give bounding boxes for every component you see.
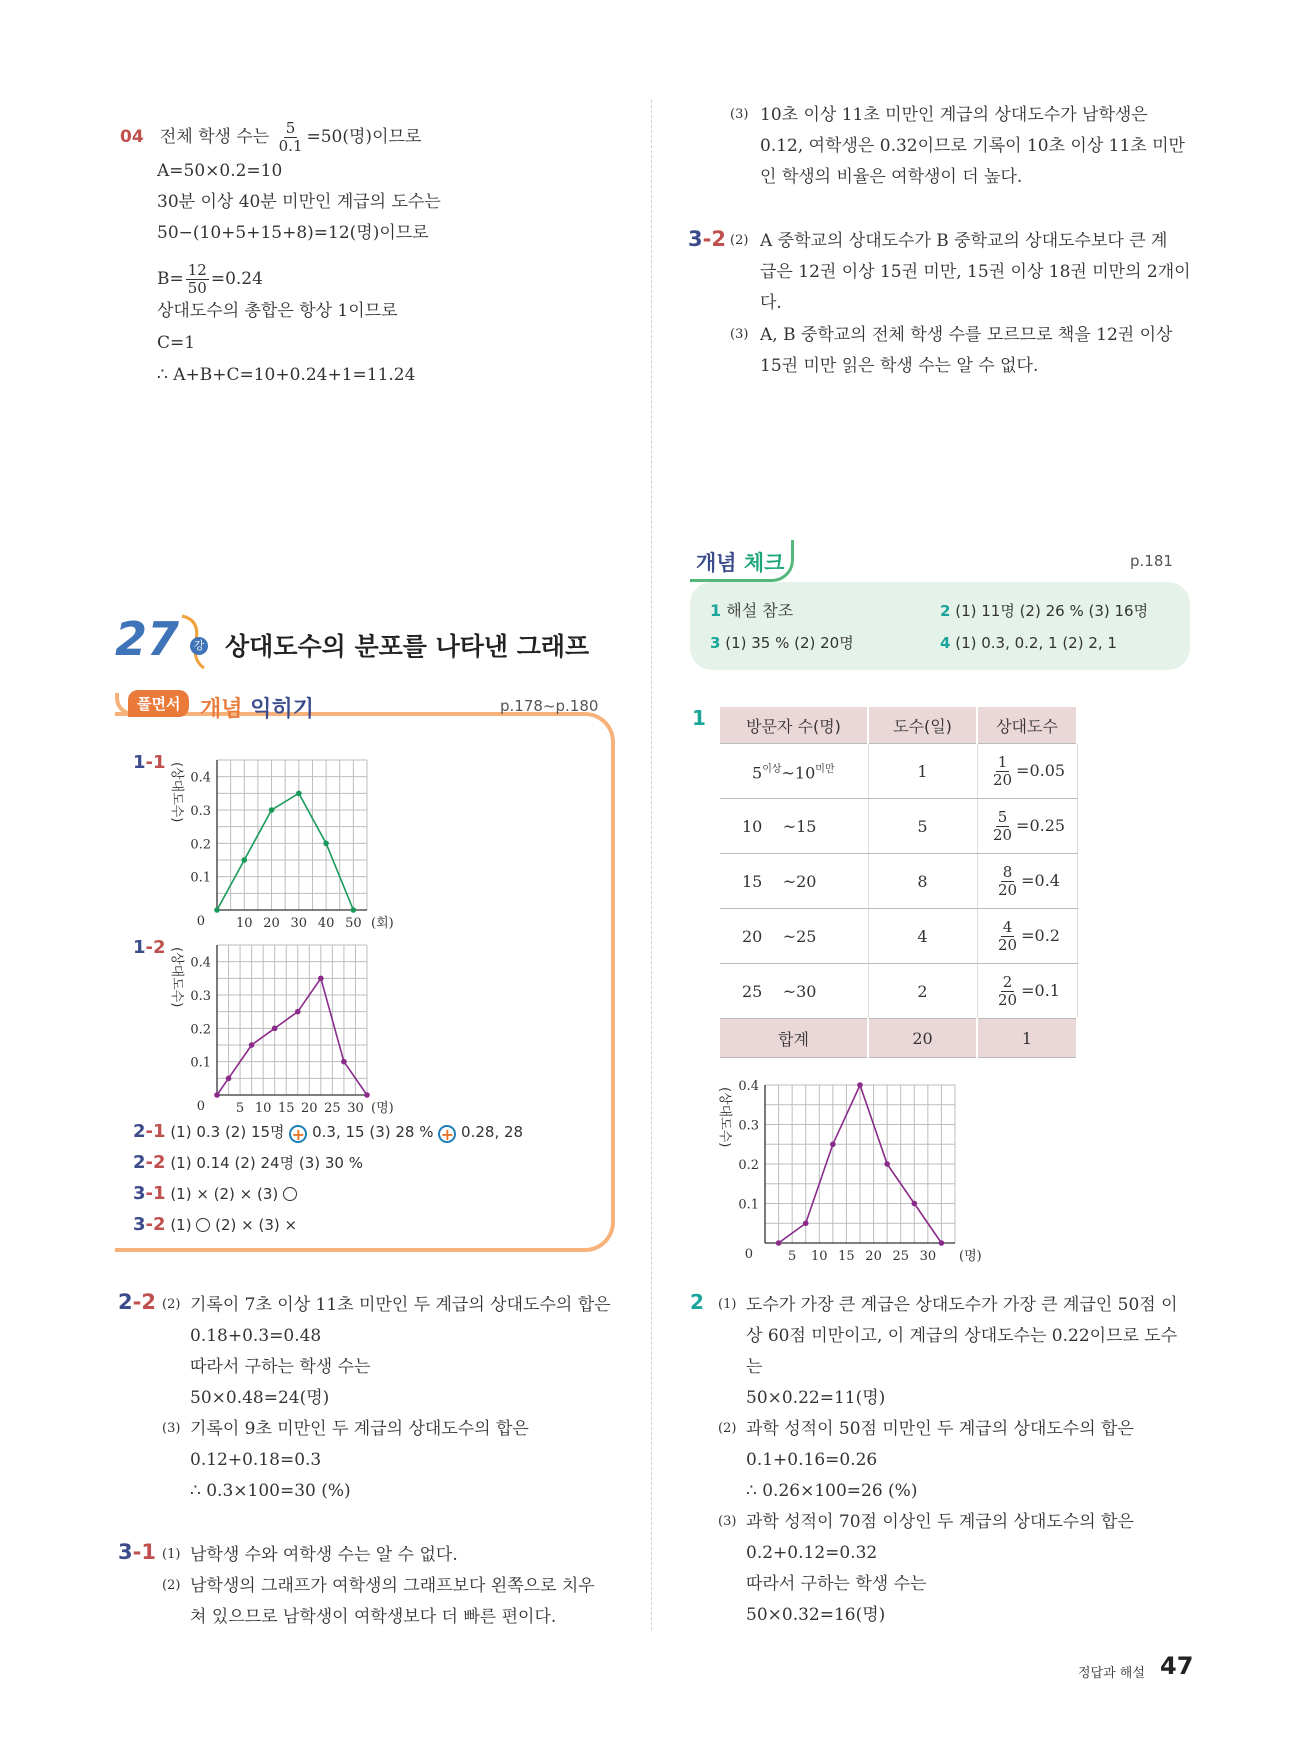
data-point (857, 1082, 863, 1088)
x-tick-label: 5 (235, 1101, 245, 1116)
table-row: 15 ~20 8 $\frac{8}{20}$ =0.4 (720, 854, 1077, 909)
x-tick-label: 10 (235, 916, 253, 931)
problem-number: 04 (120, 127, 144, 147)
circle-mark-icon (196, 1218, 210, 1232)
data-point (884, 1161, 890, 1167)
y-tick-label: 0.3 (190, 989, 211, 1004)
x-tick-label: 15 (838, 1249, 855, 1264)
x-axis-label: (명) (959, 1249, 982, 1264)
data-point (776, 1240, 782, 1246)
y-tick-label: 0.4 (738, 1079, 759, 1094)
origin-label: 0 (196, 1099, 205, 1114)
y-tick-label: 0.1 (738, 1197, 759, 1213)
origin-label: 0 (744, 1247, 753, 1262)
data-point (911, 1201, 917, 1207)
data-point (249, 1042, 255, 1048)
col-header: 방문자 수(명) (720, 707, 868, 744)
y-tick-label: 0.4 (190, 955, 211, 971)
col-header: 상대도수 (977, 707, 1077, 744)
data-point (803, 1220, 809, 1226)
x-tick-label: 25 (892, 1249, 909, 1264)
x-tick-label: 5 (788, 1249, 797, 1264)
x-tick-label: 15 (277, 1101, 295, 1116)
text: C=1 (157, 333, 196, 353)
x-axis-label: (회) (371, 916, 394, 931)
lesson-number: 27 (115, 612, 180, 666)
x-tick-label: 20 (865, 1249, 882, 1264)
data-point (318, 976, 324, 982)
x-tick-label: 20 (301, 1101, 318, 1116)
data-point (214, 907, 220, 913)
data-point (341, 1059, 347, 1065)
x-tick-label: 20 (263, 916, 280, 931)
fraction: $\frac{12}{50}$ (187, 261, 207, 297)
frequency-table (720, 707, 1078, 1058)
text: 50−(10+5+15+8)=12(명)이므로 (157, 223, 429, 243)
y-tick-label: 0.2 (190, 837, 211, 853)
text: 30분 이상 40분 미만인 계급의 도수는 (157, 192, 441, 212)
x-axis-label: (명) (371, 1101, 394, 1116)
origin-label: 0 (196, 914, 205, 929)
lesson-title: 상대도수의 분포를 나타낸 그래프 (225, 632, 590, 661)
text: 상대도수의 총합은 항상 1이므로 (157, 301, 398, 321)
data-point (272, 1026, 278, 1032)
plus-icon: + (289, 1125, 307, 1143)
x-tick-label: 30 (290, 916, 308, 931)
lesson-badge: 강 (190, 637, 208, 655)
x-tick-label: 40 (317, 916, 335, 931)
circle-mark-icon (283, 1187, 297, 1201)
chart-check-1 (715, 1065, 982, 1265)
column-divider (651, 100, 652, 1630)
item-number: 1 (692, 706, 706, 730)
data-point (226, 1076, 232, 1082)
data-point (241, 857, 247, 863)
y-tick-label: 0.4 (190, 770, 211, 786)
page-number: 47 (1160, 1652, 1194, 1680)
y-tick-label: 0.3 (738, 1118, 759, 1134)
practice-pages: p.178~p.180 (500, 697, 599, 715)
y-axis-label: (상대도수) (169, 947, 184, 1008)
text: 전체 학생 수는 (159, 127, 270, 147)
table-row: 20 ~25 4 $\frac{4}{20}$ =0.2 (720, 909, 1077, 964)
data-point (295, 1009, 301, 1015)
plus-icon: + (438, 1125, 456, 1143)
y-tick-label: 0.3 (190, 804, 211, 819)
y-tick-label: 0.1 (190, 1055, 211, 1071)
footer-label: 정답과 해설 (1078, 1666, 1145, 1681)
x-tick-label: 10 (254, 1101, 272, 1116)
data-point (351, 907, 357, 913)
data-point (830, 1141, 836, 1147)
data-point (939, 1240, 945, 1246)
text: A=50×0.2=10 (157, 161, 283, 181)
data-point (296, 791, 302, 797)
col-header: 도수(일) (868, 707, 977, 744)
series-line (217, 978, 367, 1095)
check-page: p.181 (1130, 552, 1173, 570)
practice-tag: 풀면서 (128, 690, 189, 717)
y-tick-label: 0.2 (190, 1022, 211, 1038)
y-axis-label: (상대도수) (169, 762, 184, 823)
y-axis-label: (상대도수) (717, 1087, 732, 1148)
x-tick-label: 30 (919, 1249, 937, 1264)
table-row-total: 합계 20 1 (720, 1019, 1077, 1058)
x-tick-label: 10 (811, 1249, 828, 1264)
data-point (269, 807, 275, 813)
table-row: $5^{이상}\sim 10^{미만}$ 1 $\frac{1}{20}$ =0.05 (720, 744, 1077, 799)
chart-1-2 (160, 933, 400, 1118)
y-tick-label: 0.2 (738, 1158, 759, 1173)
fraction: $\frac{5}{0.1}$ (278, 119, 303, 155)
y-tick-label: 0.1 (190, 870, 211, 886)
data-point (214, 1092, 220, 1098)
data-point (364, 1092, 370, 1098)
chart-1-1 (160, 748, 400, 933)
data-point (323, 841, 329, 847)
table-row: 10 ~15 5 $\frac{5}{20}$ =0.25 (720, 799, 1077, 854)
table-row: 25 ~30 2 $\frac{2}{20}$ =0.1 (720, 964, 1077, 1019)
x-tick-label: 50 (345, 916, 362, 931)
x-tick-label: 25 (324, 1101, 341, 1116)
x-tick-label: 30 (347, 1101, 364, 1116)
text: ∴ A+B+C=10+0.24+1=11.24 (157, 365, 416, 385)
